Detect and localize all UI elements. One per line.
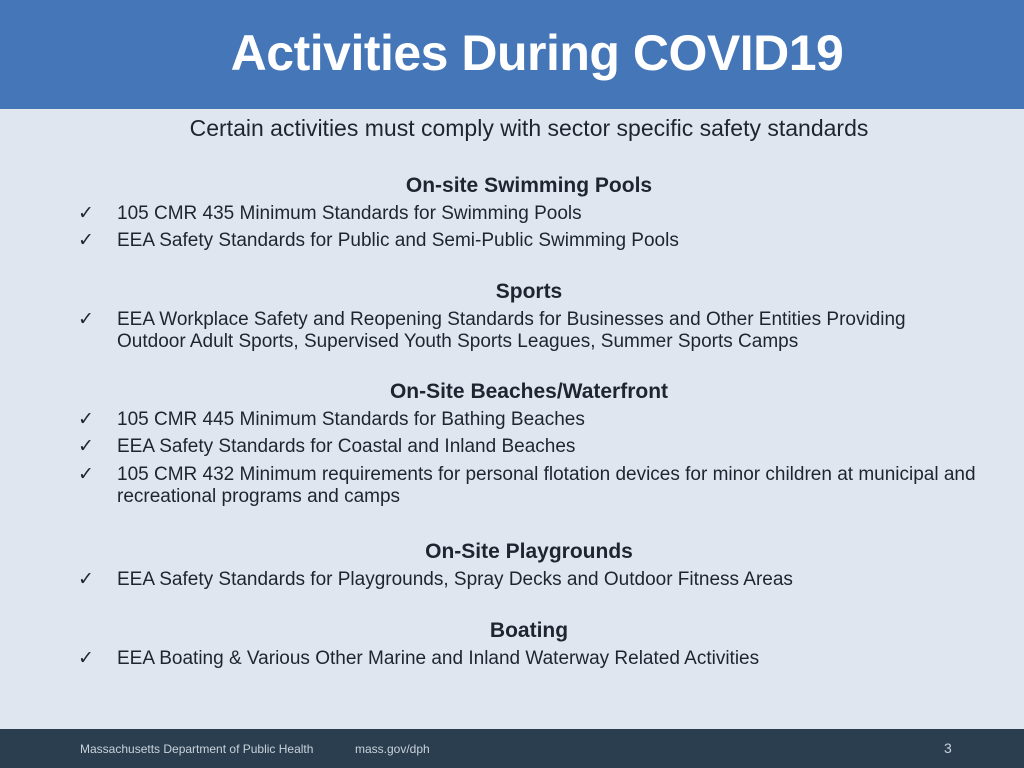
list-item-text: EEA Safety Standards for Public and Semi-Public Swimming Pools xyxy=(117,230,679,251)
checkmark-icon: ✓ xyxy=(78,309,94,330)
list-item-text: 105 CMR 435 Minimum Standards for Swimming Pools xyxy=(117,203,582,224)
list-item-text: EEA Workplace Safety and Reopening Standards for Businesses and Other Entities Providing Outdoor Adult Sports, Supervised Youth Sports Leagues, Summer Sports Camps xyxy=(117,309,906,352)
list-item-text: EEA Safety Standards for Playgrounds, Spray Decks and Outdoor Fitness Areas xyxy=(117,569,793,590)
checkmark-icon: ✓ xyxy=(78,203,94,224)
section-heading-swimming-pools: On-site Swimming Pools xyxy=(405,174,653,197)
footer-bar xyxy=(0,729,1024,768)
slide-subtitle: Certain activities must comply with sector specific safety standards xyxy=(189,115,869,141)
checkmark-icon: ✓ xyxy=(78,230,94,251)
checkmark-icon: ✓ xyxy=(78,648,94,669)
section-heading-boating: Boating xyxy=(489,619,569,642)
checkmark-icon: ✓ xyxy=(78,569,94,590)
slide-title: Activities During COVID19 xyxy=(230,25,844,81)
list-item-text: 105 CMR 432 Minimum requirements for personal flotation devices for minor children at municipal and recreational programs and camps xyxy=(117,464,976,507)
checkmark-icon: ✓ xyxy=(78,464,94,485)
list-item-text: EEA Safety Standards for Coastal and Inland Beaches xyxy=(117,436,576,457)
checkmark-icon: ✓ xyxy=(78,436,94,457)
footer-organization: Massachusetts Department of Public Health xyxy=(80,742,314,756)
footer-url: mass.gov/dph xyxy=(355,742,430,756)
title-bar xyxy=(0,0,1024,109)
section-heading-sports: Sports xyxy=(495,280,563,303)
section-heading-beaches: On-Site Beaches/Waterfront xyxy=(389,380,669,403)
section-heading-playgrounds: On-Site Playgrounds xyxy=(425,540,633,563)
list-item-text: 105 CMR 445 Minimum Standards for Bathing Beaches xyxy=(117,409,585,430)
checkmark-icon: ✓ xyxy=(78,409,94,430)
list-item-text: EEA Boating & Various Other Marine and Inland Waterway Related Activities xyxy=(117,648,760,669)
page-number: 3 xyxy=(944,740,952,756)
